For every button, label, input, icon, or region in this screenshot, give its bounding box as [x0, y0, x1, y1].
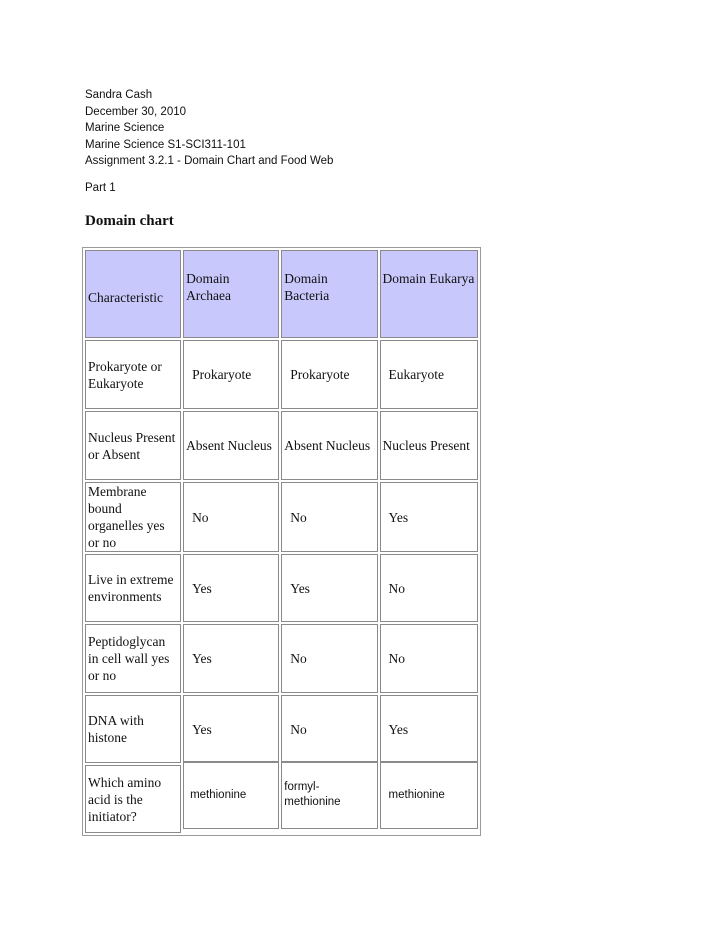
- archaea-cell: Absent Nucleus: [183, 411, 279, 480]
- characteristic-cell: Prokaryote or Eukaryote: [85, 340, 181, 409]
- document-header: [85, 87, 333, 170]
- document-date: December 30, 2010: [85, 105, 187, 118]
- table-row: [85, 624, 478, 693]
- table-row: [85, 554, 478, 622]
- eukarya-cell: Eukaryote: [380, 340, 478, 409]
- bacteria-cell: No: [281, 695, 377, 763]
- course-name: Marine Science: [85, 122, 165, 135]
- eukarya-cell: Yes: [380, 695, 478, 763]
- bacteria-cell: formyl-methionine: [281, 761, 377, 829]
- characteristic-cell: Nucleus Present or Absent: [85, 411, 181, 480]
- bacteria-cell: Absent Nucleus: [281, 411, 377, 480]
- archaea-cell: No: [183, 482, 279, 552]
- archaea-cell: Yes: [183, 624, 279, 693]
- eukarya-cell: No: [380, 624, 478, 693]
- characteristic-cell: Peptidoglycan in cell wall yes or no: [85, 624, 181, 693]
- table-row: [85, 765, 478, 833]
- course-section: Marine Science S1-SCI311-101: [85, 138, 246, 151]
- header-bacteria: Domain Bacteria: [281, 250, 377, 338]
- header-eukarya: Domain Eukarya: [380, 250, 478, 338]
- table-row: [85, 695, 478, 763]
- eukarya-cell: methionine: [380, 761, 478, 829]
- characteristic-cell: Live in extreme environments: [85, 554, 181, 622]
- table-row: [85, 340, 478, 409]
- part-label: Part 1: [85, 182, 116, 194]
- table-row: [85, 411, 478, 480]
- eukarya-cell: Nucleus Present: [380, 411, 478, 480]
- domain-chart-table: [82, 247, 481, 836]
- table-header-row: [85, 250, 478, 338]
- author-name: Sandra Cash: [85, 89, 153, 101]
- characteristic-cell: DNA with histone: [85, 695, 181, 763]
- characteristic-cell: Membrane bound organelles yes or no: [85, 482, 181, 552]
- bacteria-cell: Prokaryote: [281, 340, 377, 409]
- archaea-cell: methionine: [183, 761, 279, 829]
- header-archaea: Domain Archaea: [183, 250, 279, 338]
- header-characteristic: Characteristic: [85, 250, 181, 338]
- bacteria-cell: No: [281, 482, 377, 552]
- eukarya-cell: Yes: [380, 482, 478, 552]
- table-row: [85, 482, 478, 552]
- archaea-cell: Yes: [183, 695, 279, 763]
- eukarya-cell: No: [380, 554, 478, 622]
- bacteria-cell: Yes: [281, 554, 377, 622]
- characteristic-cell: Which amino acid is the initiator?: [85, 765, 181, 833]
- archaea-cell: Prokaryote: [183, 340, 279, 409]
- assignment-title: Assignment 3.2.1 - Domain Chart and Food Web: [85, 155, 334, 168]
- bacteria-cell: No: [281, 624, 377, 693]
- section-title: Domain chart: [85, 213, 174, 229]
- archaea-cell: Yes: [183, 554, 279, 622]
